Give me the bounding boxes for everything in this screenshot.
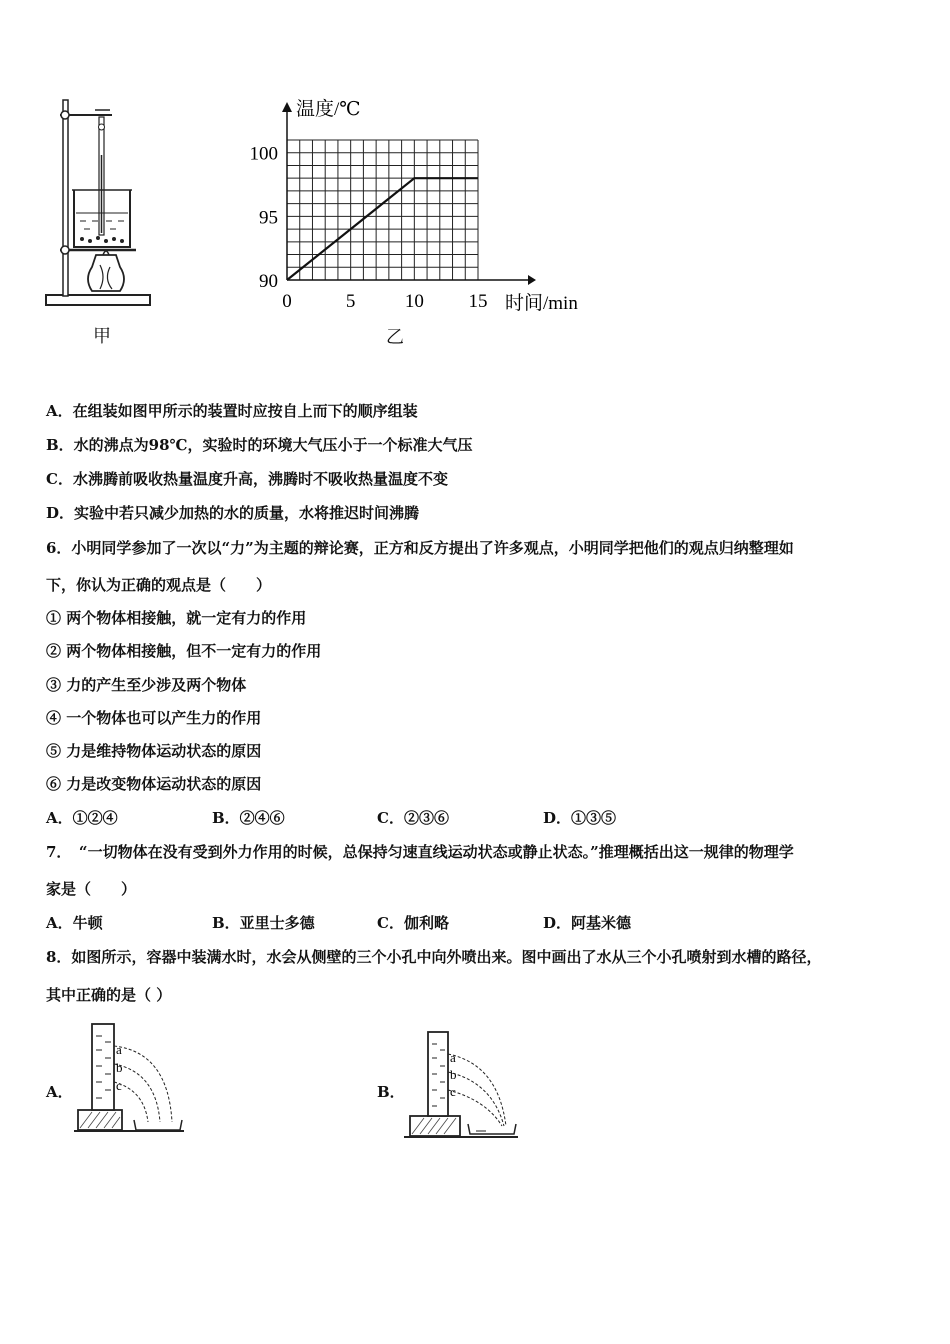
hole-c-label: c — [116, 1078, 122, 1093]
q7-option-b: B．亚里士多德 — [212, 914, 315, 932]
q6-statement-2: ② 两个物体相接触，但不一定有力的作用 — [46, 642, 322, 660]
q8-option-a-label: A． — [46, 1083, 73, 1101]
q5-option-a: A．在组装如图甲所示的装置时应按自上而下的顺序组装 — [46, 402, 418, 420]
q6-statement-3: ③ 力的产生至少涉及两个物体 — [46, 676, 247, 694]
q6-option-a: A．①②④ — [46, 809, 118, 827]
q7-option-a: A．牛顿 — [46, 914, 103, 932]
q6-option-d: D．①③⑤ — [543, 809, 617, 827]
hole-a-label: a — [450, 1050, 456, 1065]
q7-stem-line2: 家是（ ） — [46, 880, 137, 898]
hole-b-label: b — [450, 1067, 457, 1082]
q6-stem-line2: 下，你认为正确的观点是（ ） — [46, 576, 272, 594]
y-tick-label: 95 — [259, 207, 278, 229]
hole-a-label: a — [116, 1042, 122, 1057]
q6-statement-5: ⑤ 力是维持物体运动状态的原因 — [46, 742, 262, 760]
x-tick-label: 0 — [282, 291, 292, 312]
q5-option-c: C．水沸腾前吸收热量温度升高，沸腾时不吸收热量温度不变 — [46, 470, 448, 488]
alcohol-lamp — [88, 255, 124, 291]
q5-option-b: B．水的沸点为98℃，实验时的环境大气压小于一个标准大气压 — [46, 436, 473, 454]
y-axis-arrow — [282, 102, 292, 112]
y-axis-label: 温度/℃ — [296, 99, 361, 120]
q6-option-c: C．②③⑥ — [377, 809, 449, 827]
x-tick-label: 10 — [404, 291, 424, 312]
q8-stem-line2: 其中正确的是（ ） — [46, 986, 172, 1004]
hole-c-label: c — [450, 1084, 456, 1099]
q6-statement-1: ① 两个物体相接触，就一定有力的作用 — [46, 609, 307, 627]
x-axis-arrow — [528, 275, 536, 285]
q8-figure-b — [402, 1024, 522, 1144]
q6-statement-4: ④ 一个物体也可以产生力的作用 — [46, 709, 262, 727]
stand-rod — [63, 100, 68, 296]
x-axis-label: 时间/min — [505, 293, 578, 314]
q8-stem-line1: 8．如图所示，容器中装满水时，水会从侧壁的三个小孔中向外喷出来。图中画出了水从三个小孔喷射到水槽的路径， — [46, 948, 822, 966]
y-tick-label: 100 — [249, 143, 278, 165]
q6-statement-6: ⑥ 力是改变物体运动状态的原因 — [46, 775, 262, 793]
q5-option-d: D．实验中若只减少加热的水的质量，水将推迟时间沸腾 — [46, 504, 420, 522]
q7-stem-line1: 7． “一切物体在没有受到外力作用的时候，总保持匀速直线运动状态或静止状态。”推理概括出这一规律的物理学 — [46, 843, 794, 861]
q6-option-b: B．②④⑥ — [212, 809, 285, 827]
x-tick-label: 15 — [468, 291, 488, 312]
apparatus-caption: 甲 — [93, 326, 111, 347]
stand-base — [46, 295, 150, 305]
graph-caption: 乙 — [386, 327, 404, 348]
q6-stem-line1: 6．小明同学参加了一次以“力”为主题的辩论赛，正方和反方提出了许多观点，小明同学把他们的观点归纳整理如 — [46, 539, 794, 557]
apparatus-figure — [40, 95, 160, 315]
q8-option-b-label: B． — [377, 1083, 405, 1101]
y-tick-label: 90 — [259, 271, 278, 292]
q7-option-c: C．伽利略 — [377, 914, 449, 932]
x-tick-label: 5 — [345, 291, 356, 312]
q8-figure-a — [72, 1018, 190, 1138]
temperature-chart — [240, 90, 610, 320]
hole-b-label: b — [116, 1060, 123, 1075]
q7-option-d: D．阿基米德 — [543, 914, 632, 932]
